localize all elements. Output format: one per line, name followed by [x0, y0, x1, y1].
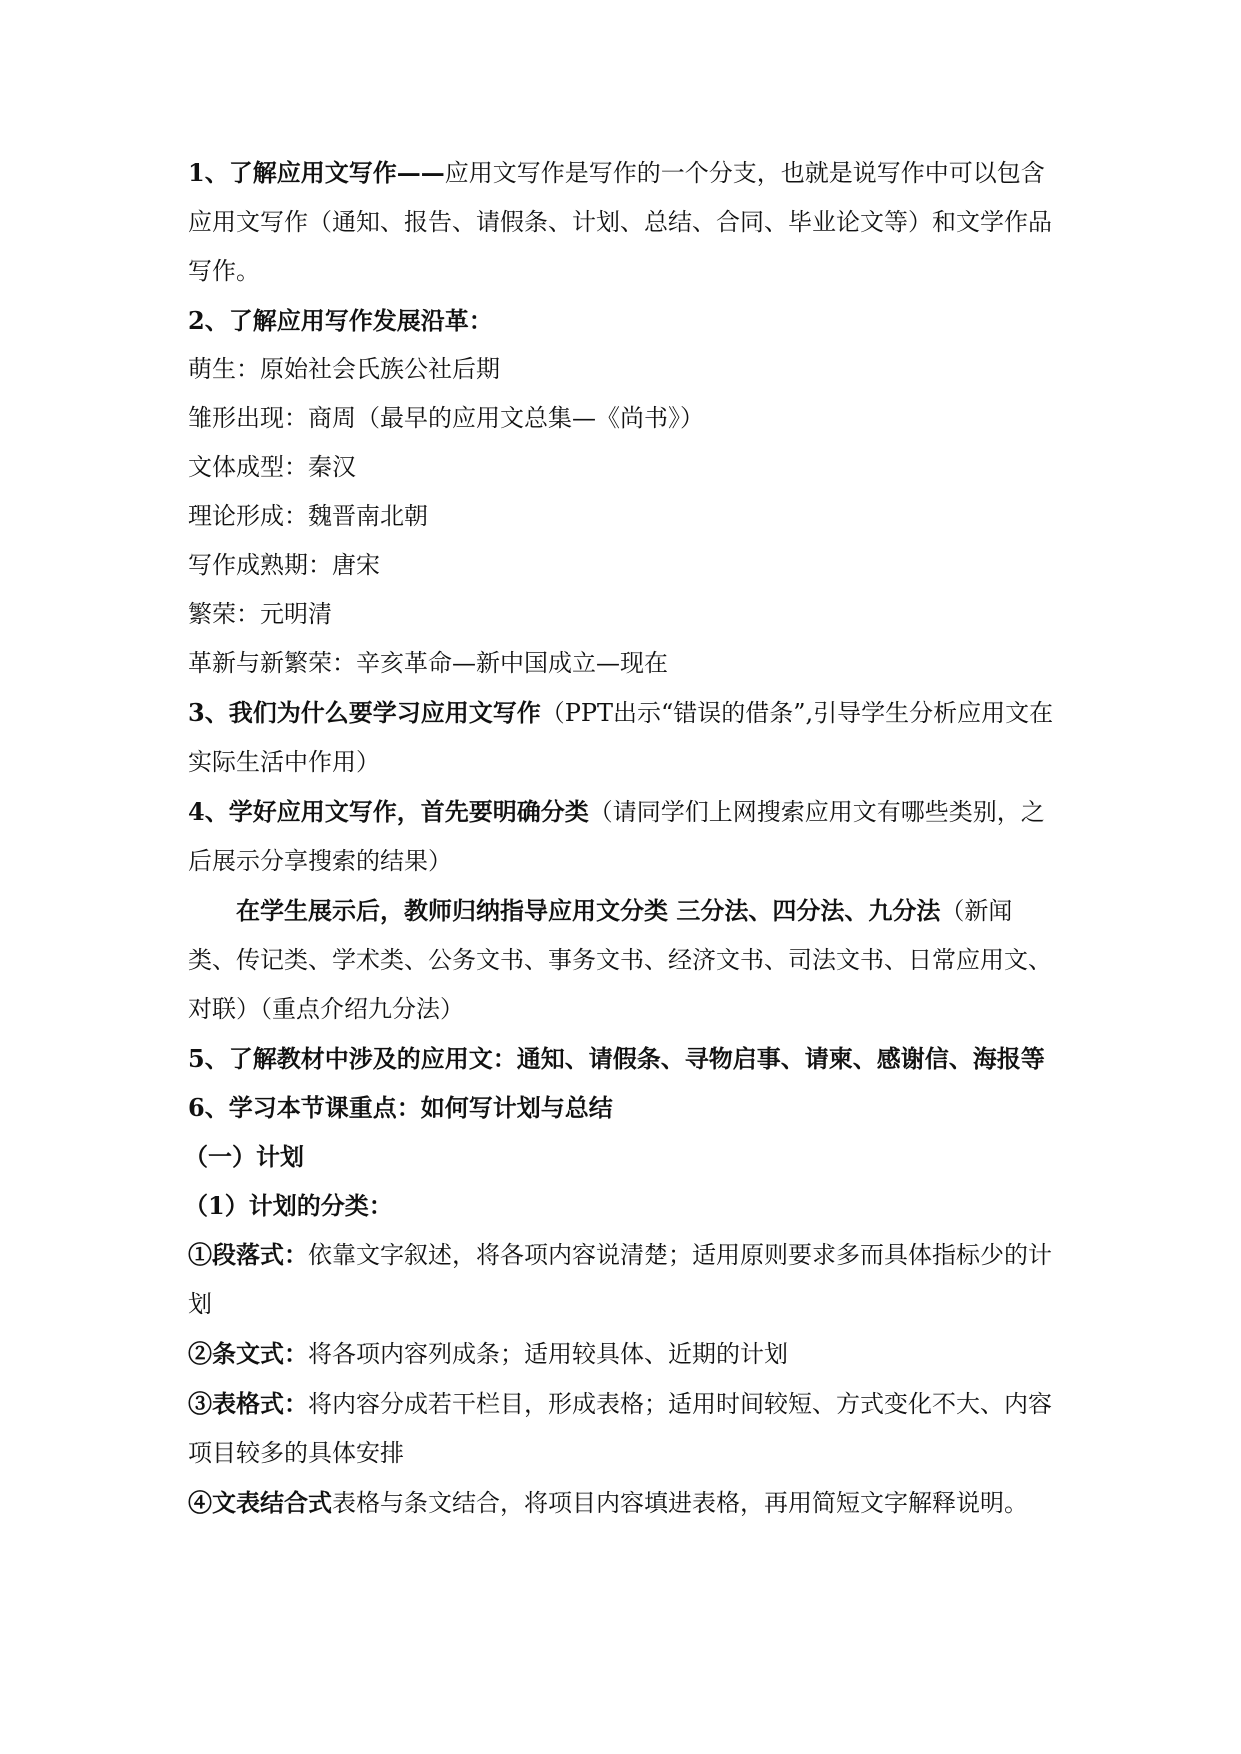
section-6-title: 6、学习本节课重点：如何写计划与总结: [188, 1093, 613, 1122]
plan-type-text: 将内容分成若干栏目，形成表格；适用时间较短、方式变化不大、内容项目较多的具体安排: [188, 1390, 1052, 1467]
plan-type-text: 表格与条文结合，将项目内容填进表格，再用简短文字解释说明。: [332, 1489, 1028, 1517]
classification-text: （新闻类、传记类、学术类、公务文书、事务文书、经济文书、司法文书、日常应用文、对联）（重点介绍九分法）: [188, 897, 1052, 1023]
plan-type-item: [188, 1230, 1058, 1329]
plan-type-item: [188, 1329, 1058, 1379]
section-2-title: 2、了解应用写作发展沿革：: [188, 306, 493, 335]
stage-item: 文体成型：秦汉: [188, 453, 356, 481]
plan-subheading: （1）计划的分类：: [184, 1191, 393, 1220]
stage-item: 革新与新繁荣：辛亥革命—新中国成立—现在: [188, 649, 668, 677]
section-4: [188, 787, 1058, 886]
stage-item: 写作成熟期：唐宋: [188, 551, 380, 579]
section-3-text: （PPT出示“错误的借条”,引导学生分析应用文在实际生活中作用）: [188, 699, 1054, 776]
section-4-label: 4、学好应用文写作，首先要明确分类: [188, 797, 589, 826]
section-3: [188, 688, 1058, 787]
document-page: [184, 148, 1058, 1528]
plan-type-label: ①段落式：: [188, 1240, 308, 1269]
stage-item: 理论形成：魏晋南北朝: [188, 502, 428, 530]
section-4-text: （请同学们上网搜索应用文有哪些类别，之后展示分享搜索的结果）: [188, 798, 1045, 875]
plan-type-item: [188, 1478, 1058, 1528]
stage-item: 雏形出现：商周（最早的应用文总集—《尚书》）: [188, 404, 704, 432]
section-1-label: 1、了解应用文写作——: [188, 158, 445, 187]
section-3-label: 3、我们为什么要学习应用文写作: [188, 698, 541, 727]
plan-type-label: ②条文式：: [188, 1339, 308, 1368]
stage-item: 萌生：原始社会氏族公社后期: [188, 355, 500, 383]
section-1-text: 应用文写作是写作的一个分支，也就是说写作中可以包含应用文写作（通知、报告、请假条、计划、总结、合同、毕业论文等）和文学作品写作。: [188, 159, 1052, 285]
section-5-title: 5、了解教材中涉及的应用文：通知、请假条、寻物启事、请柬、感谢信、海报等: [188, 1044, 1045, 1073]
plan-type-text: 将各项内容列成条；适用较具体、近期的计划: [308, 1340, 788, 1368]
stage-item: 繁荣：元明清: [188, 600, 332, 628]
plan-type-label: ③表格式：: [188, 1389, 308, 1418]
plan-type-item: [188, 1379, 1058, 1478]
classification-paragraph: [188, 886, 1058, 1034]
section-1: [188, 148, 1058, 296]
classification-label: 在学生展示后，教师归纳指导应用文分类 三分法、四分法、九分法: [236, 896, 941, 925]
plan-type-label: ④文表结合式: [188, 1488, 332, 1517]
plan-heading: （一）计划: [184, 1142, 304, 1171]
plan-type-text: 依靠文字叙述，将各项内容说清楚；适用原则要求多而具体指标少的计划: [188, 1241, 1052, 1318]
